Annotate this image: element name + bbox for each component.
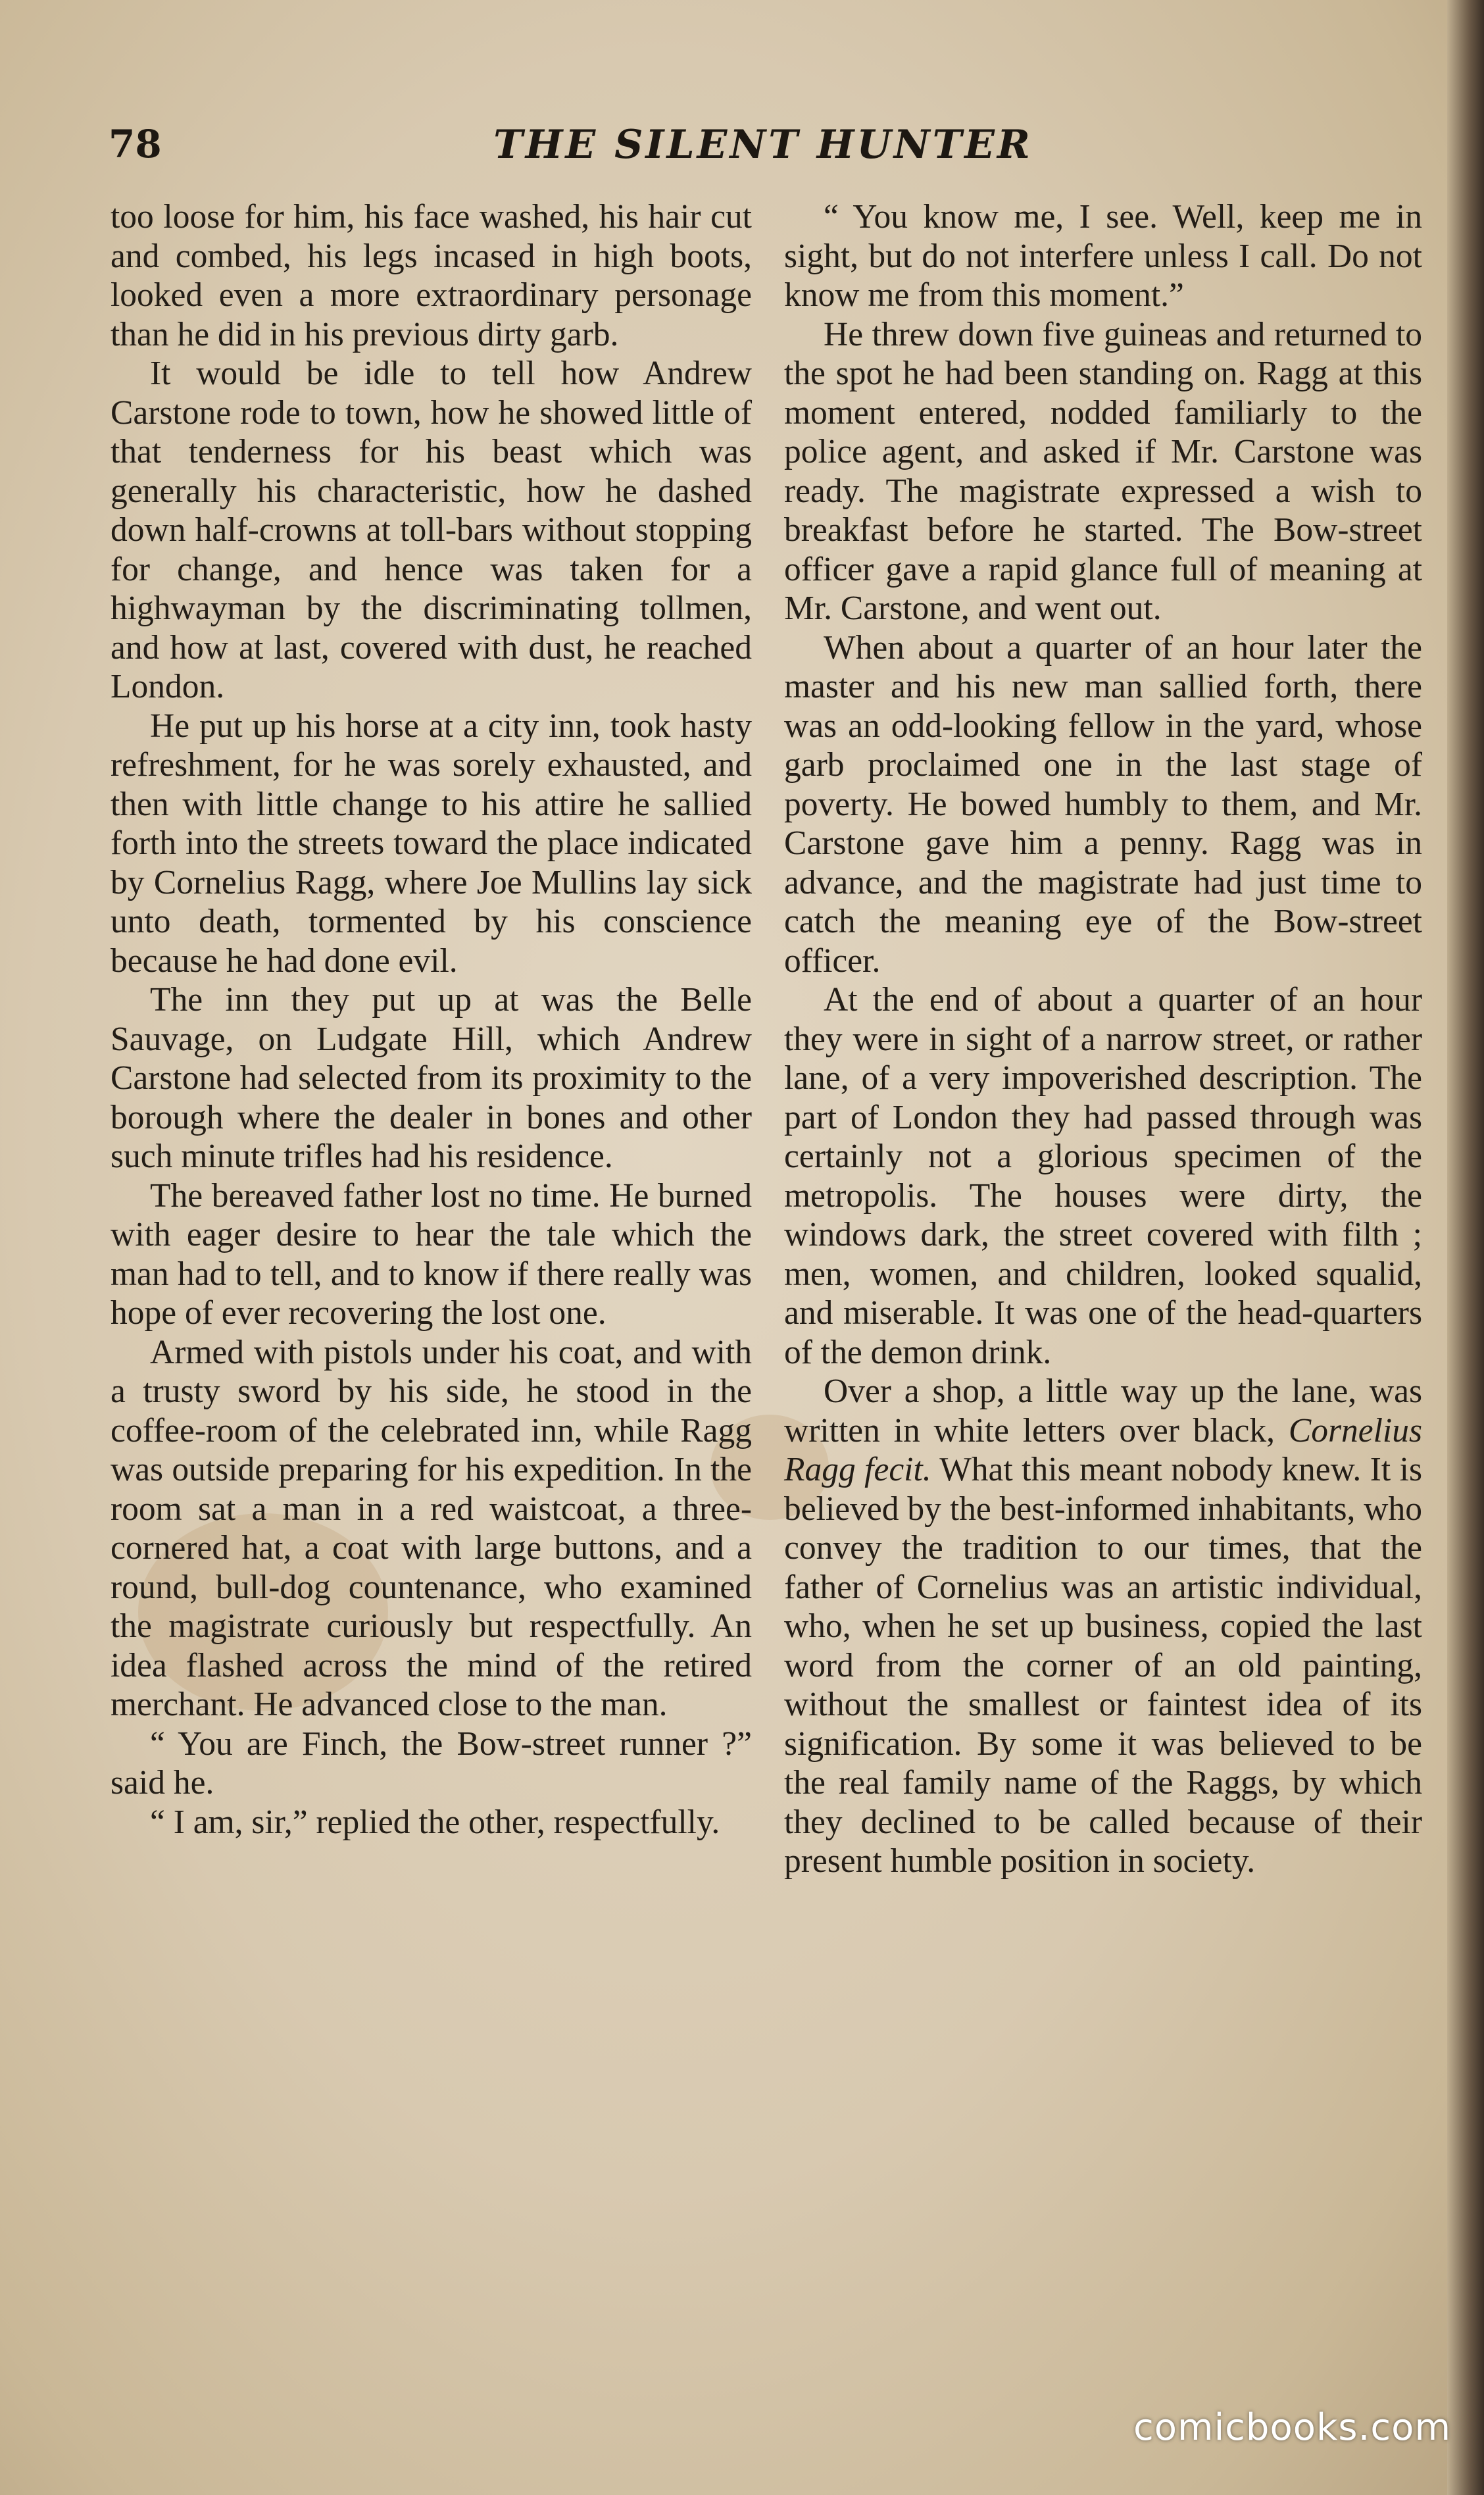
sign-paragraph-after: What this meant nobody knew. It is believed by the best-informed inhabitants, who convey the tradition to our times, that the father of Cornelius was an artistic individual, who, when he set up business, copied the last word from the corner of an old painting, without the smallest or faintest idea of its signification. By some it was believed to be the real family name of the Raggs, by which they declined to be called because of their present humble position in society. <box>784 1451 1422 1880</box>
left-text-column <box>111 197 752 2448</box>
page-header <box>109 115 1418 181</box>
page-edge <box>1447 0 1484 2495</box>
paragraph: The inn they put up at was the Belle Sauvage, on Ludgate Hill, which Andrew Carstone had selected from its proximity to the borough where the dealer in bones and other such minute trifles had his residence. <box>111 981 752 1175</box>
paragraph: When about a quarter of an hour later the master and his new man sallied forth, there was an odd-looking fellow in the yard, whose garb proclaimed one in the last stage of poverty. He bowed humbly to them, and Mr. Carstone gave him a penny. Ragg was in advance, and the magistrate had just time to catch the meaning eye of the Bow-street officer. <box>784 628 1422 980</box>
paragraph: It would be idle to tell how Andrew Carstone rode to town, how he showed little of that tenderness for his beast which was generally his characteristic, how he dashed down half-crowns at toll-bars without stopping for change, and hence was taken for a highwayman by the discriminating tollmen, and how at last, covered with dust, he reached London. <box>111 355 752 705</box>
paragraph: The bereaved father lost no time. He burned with eager desire to hear the tale which the man had to tell, and to know if there really was hope of ever recovering the lost one. <box>111 1176 752 1332</box>
shop-sign-text: Cornelius Ragg fecit. <box>784 1411 1423 1488</box>
paragraph: At the end of about a quarter of an hour they were in sight of a narrow street, or rather lane, of a very impoverished description. The part of London they had passed through was certainly not a glorious specimen of the metropolis. The houses were dirty, the windows dark, the street covered with filth ; men, women, and children, looked squalid, and miserable. It was one of the head-quarters of the demon drink. <box>784 981 1422 1371</box>
paragraph: “ You know me, I see. Well, keep me in sight, but do not interfere unless I call. Do not know me from this moment.” <box>784 198 1422 314</box>
paragraph: “ I am, sir,” replied the other, respectfully. <box>150 1803 720 1841</box>
watermark: comicbooks.com <box>1133 2406 1451 2449</box>
paragraph: too loose for him, his face washed, his hair cut and combed, his legs incased in high boots, looked even a more extraordinary personage than he did in his previous dirty garb. <box>111 198 752 353</box>
right-text-column <box>784 197 1422 2448</box>
paragraph: “ You are Finch, the Bow-street runner ?” said he. <box>111 1725 752 1802</box>
running-title: THE SILENT HUNTER <box>493 122 1033 168</box>
paragraph: Armed with pistols under his coat, and with a trusty sword by his side, he stood in the coffee-room of the celebrated inn, while Ragg was outside preparing for his expedition. In the room sat a man in a red waistcoat, a three-cornered hat, a coat with large buttons, and a round, bull-dog countenance, who examined the magistrate curiously but respectfully. An idea flashed across the mind of the retired merchant. He advanced close to the man. <box>111 1333 752 1723</box>
paragraph: He threw down five guineas and returned to the spot he had been standing on. Ragg at this moment entered, nodded familiarly to the police agent, and asked if Mr. Carstone was ready. The magistrate expressed a wish to breakfast before he started. The Bow-street officer gave a rapid glance full of meaning at Mr. Carstone, and went out. <box>784 315 1422 627</box>
page-number: 78 <box>109 122 162 166</box>
sign-paragraph <box>784 1372 1422 1881</box>
right-column-paragraphs <box>784 197 1422 1372</box>
sign-paragraph-before: Over a shop, a little way up the lane, was written in white letters over black, <box>784 1373 1422 1449</box>
paragraph: He put up his horse at a city inn, took hasty refreshment, for he was sorely exhausted, and then with little change to his attire he sallied forth into the streets toward the place indicated by Cornelius Ragg, where Joe Mullins lay sick unto death, tormented by his conscience because he had done evil. <box>111 707 752 980</box>
